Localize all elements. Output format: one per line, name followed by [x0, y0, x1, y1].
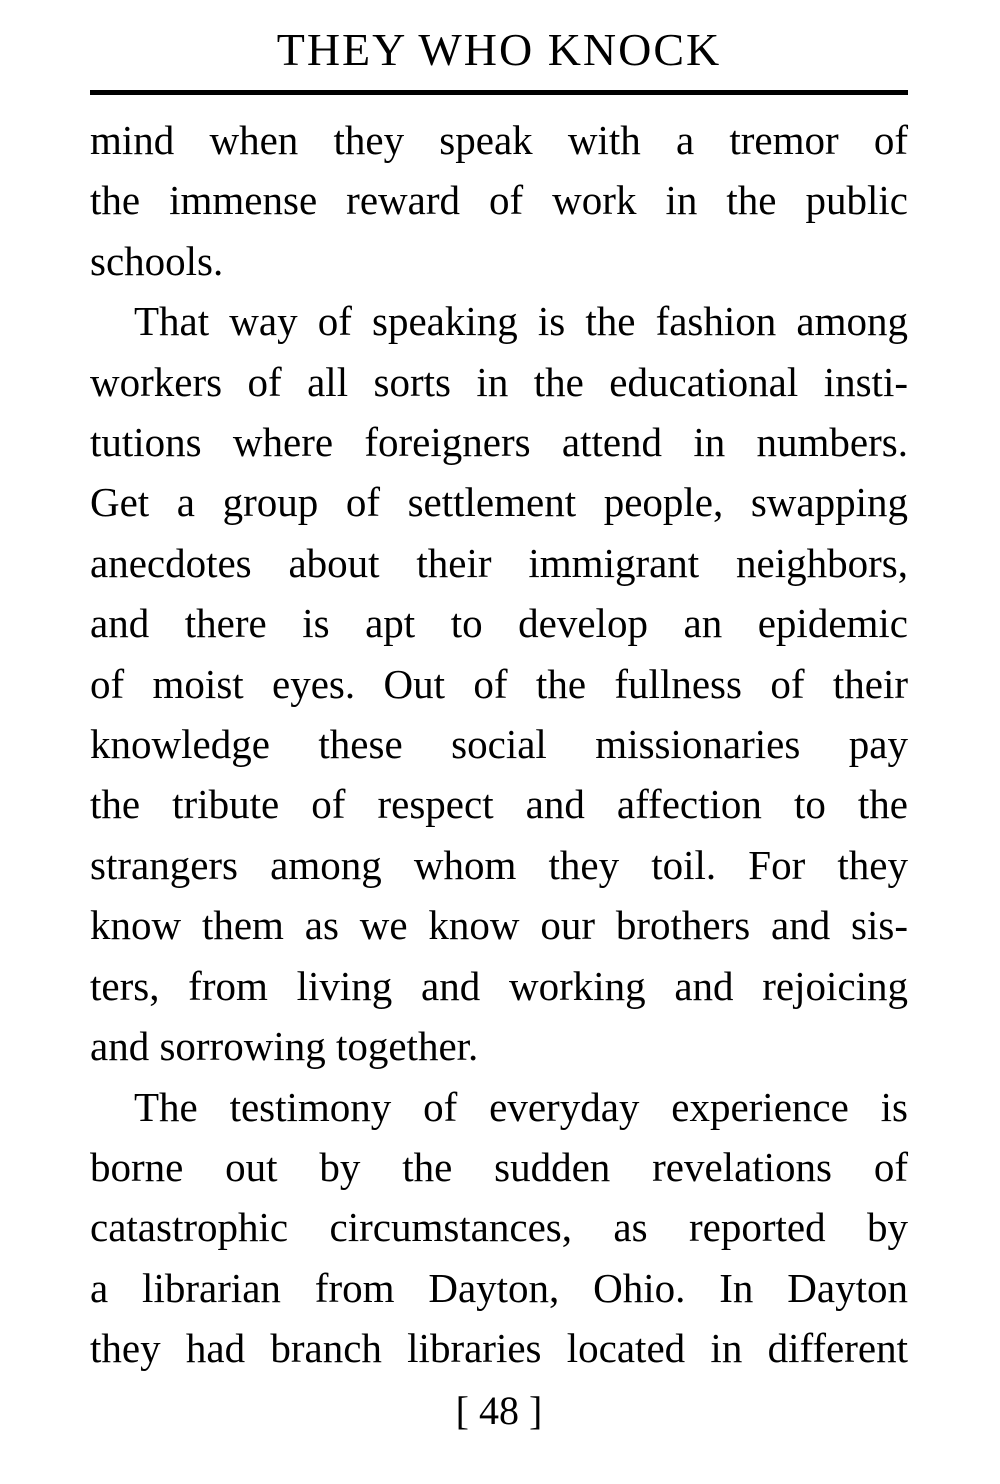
header-rule — [90, 90, 908, 95]
text-line: anecdotes about their immigrant neighbors, — [90, 539, 908, 586]
text-line: ters, from living and working and rejoicing — [90, 962, 908, 1009]
paragraph-3 — [90, 1077, 908, 1379]
text-line: they had branch libraries located in different — [90, 1325, 908, 1372]
text-line: the immense reward of work in the public — [90, 177, 908, 224]
text-line: knowledge these social missionaries pay — [90, 721, 908, 768]
text-line: and there is apt to develop an epidemic — [90, 600, 908, 647]
text-line: a librarian from Dayton, Ohio. In Dayton — [90, 1264, 908, 1311]
running-head: THEY WHO KNOCK — [276, 24, 722, 75]
text-line: borne out by the sudden revelations of — [90, 1143, 908, 1190]
text-line: know them as we know our brothers and sis- — [90, 902, 908, 949]
text-line: and sorrowing together. — [90, 1023, 479, 1070]
text-line: Get a group of settlement people, swapping — [90, 479, 908, 526]
text-line: the tribute of respect and affection to the — [90, 781, 908, 828]
text-line: schools. — [90, 237, 224, 284]
body-text — [90, 110, 908, 1379]
text-line: The testimony of everyday experience is — [134, 1083, 908, 1130]
paragraph-1 — [90, 110, 908, 291]
paragraph-2 — [90, 291, 908, 1076]
text-line: mind when they speak with a tremor of — [90, 117, 908, 163]
text-line: tutions where foreigners attend in numbers. — [90, 419, 908, 466]
text-line: strangers among whom they toil. For they — [90, 841, 908, 888]
text-line: of moist eyes. Out of the fullness of their — [90, 660, 908, 707]
text-line: That way of speaking is the fashion among — [134, 298, 908, 345]
text-line: workers of all sorts in the educational insti- — [90, 358, 908, 405]
text-line: catastrophic circumstances, as reported by — [90, 1204, 908, 1251]
page-number: [ 48 ] — [455, 1388, 543, 1433]
